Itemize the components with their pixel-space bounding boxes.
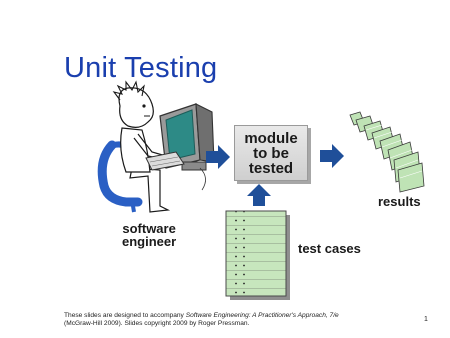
footer-note [64,312,394,328]
module-label-line-2: to be [253,144,289,162]
arrow-testcases-to-module [247,184,271,206]
computer-monitor-icon [160,104,214,190]
results-label: results [378,194,421,209]
keyboard-icon [146,152,184,170]
module-label-line-1: module [244,129,298,147]
page-number: 1 [424,316,428,323]
test-cases-printout-icon [226,211,290,300]
arrow-module-to-results [320,144,344,168]
software-engineer-label-line-2: engineer [122,234,177,249]
module-label-line-3: tested [248,159,294,177]
software-engineer-label-line-1: software [122,221,176,236]
test-cases-label: test cases [298,241,361,256]
results-printout-icon [350,112,424,192]
page-title: Unit Testing [64,52,218,84]
module-to-be-tested-box [234,125,308,181]
footer-prefix: These slides are designed to accompany [64,312,186,319]
software-engineer-label [122,222,176,248]
footer-book-title: Software Engineering: A Practitioner's Approach, 7/e [185,312,339,319]
footer-line-2: (McGraw-Hill 2009). Slides copyright 2009 by Roger Pressman. [64,320,250,327]
software-engineer-figure-icon [102,82,168,212]
